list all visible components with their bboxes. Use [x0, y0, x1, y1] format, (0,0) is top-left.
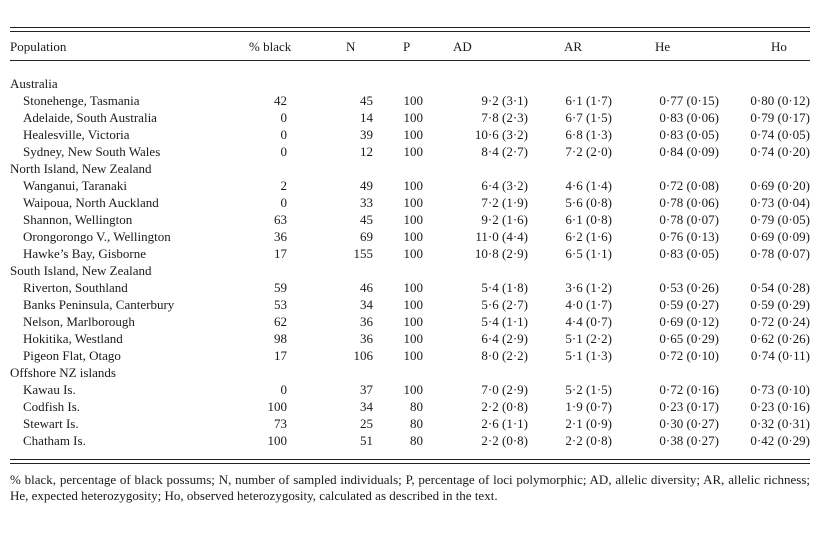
- cell-ar: 5·1 (2·2): [565, 331, 612, 346]
- cell-ho: 0·74 (0·20): [750, 144, 810, 159]
- cell-ar: 5·1 (1·3): [565, 348, 612, 363]
- cell-black: 17: [274, 348, 287, 363]
- cell-population: Pigeon Flat, Otago: [23, 348, 121, 363]
- table-row: [10, 398, 810, 415]
- cell-ho: 0·80 (0·12): [750, 93, 810, 108]
- cell-black: 42: [274, 93, 287, 108]
- cell-he: 0·83 (0·05): [659, 246, 719, 261]
- header-black: % black: [249, 39, 292, 54]
- cell-p: 100: [403, 348, 423, 363]
- group-name: South Island, New Zealand: [10, 263, 152, 278]
- table-row: [10, 245, 810, 262]
- cell-ho: 0·79 (0·05): [750, 212, 810, 227]
- cell-n: 45: [360, 93, 373, 108]
- cell-n: 36: [360, 331, 373, 346]
- cell-ar: 2·1 (0·9): [565, 416, 612, 431]
- cell-ho: 0·74 (0·05): [750, 127, 810, 142]
- cell-p: 80: [410, 416, 423, 431]
- cell-ho: 0·62 (0·26): [750, 331, 810, 346]
- cell-p: 100: [403, 93, 423, 108]
- cell-ad: 7·2 (1·9): [481, 195, 528, 210]
- table-footnote: % black, percentage of black possums; N, number of sampled individuals; P, percentage of loci polymorphic; AD, allelic diversity; AR, allelic richness; He, expected heterozygosity; Ho, observed heterozygosity, calculated as described in the text.: [10, 472, 810, 503]
- cell-black: 36: [274, 229, 287, 244]
- cell-ad: 9·2 (1·6): [481, 212, 528, 227]
- cell-ar: 5·2 (1·5): [565, 382, 612, 397]
- cell-he: 0·72 (0·08): [659, 178, 719, 193]
- cell-ho: 0·73 (0·04): [750, 195, 810, 210]
- cell-ad: 7·0 (2·9): [481, 382, 528, 397]
- cell-population: Hokitika, Westland: [23, 331, 123, 346]
- cell-n: 34: [360, 297, 373, 312]
- cell-he: 0·72 (0·16): [659, 382, 719, 397]
- cell-ho: 0·69 (0·09): [750, 229, 810, 244]
- cell-ar: 7·2 (2·0): [565, 144, 612, 159]
- cell-black: 98: [274, 331, 287, 346]
- cell-black: 17: [274, 246, 287, 261]
- cell-he: 0·30 (0·27): [659, 416, 719, 431]
- cell-he: 0·77 (0·15): [659, 93, 719, 108]
- cell-he: 0·53 (0·26): [659, 280, 719, 295]
- cell-ho: 0·74 (0·11): [750, 348, 810, 363]
- cell-ad: 8·4 (2·7): [481, 144, 528, 159]
- cell-n: 51: [360, 433, 373, 448]
- cell-he: 0·59 (0·27): [659, 297, 719, 312]
- cell-ar: 2·2 (0·8): [565, 433, 612, 448]
- cell-ar: 6·1 (0·8): [565, 212, 612, 227]
- header-spacer: [10, 58, 810, 75]
- cell-ho: 0·42 (0·29): [750, 433, 810, 448]
- cell-he: 0·83 (0·05): [659, 127, 719, 142]
- table-row: [10, 347, 810, 364]
- table-row: [10, 228, 810, 245]
- table-row: [10, 194, 810, 211]
- cell-p: 100: [403, 331, 423, 346]
- cell-population: Waipoua, North Auckland: [23, 195, 159, 210]
- cell-population: Stewart Is.: [23, 416, 79, 431]
- cell-he: 0·78 (0·07): [659, 212, 719, 227]
- cell-ar: 4·4 (0·7): [565, 314, 612, 329]
- cell-ho: 0·54 (0·28): [750, 280, 810, 295]
- cell-ad: 5·4 (1·1): [481, 314, 528, 329]
- header-he: He: [655, 39, 671, 54]
- cell-he: 0·84 (0·09): [659, 144, 719, 159]
- cell-black: 0: [280, 382, 287, 397]
- cell-ar: 3·6 (1·2): [565, 280, 612, 295]
- cell-n: 34: [360, 399, 373, 414]
- bottom-double-rule: [10, 459, 810, 464]
- table-row: [10, 279, 810, 296]
- header-ho: Ho: [771, 39, 787, 54]
- cell-ar: 6·2 (1·6): [565, 229, 612, 244]
- table-body: [10, 75, 810, 449]
- cell-ar: 6·7 (1·5): [565, 110, 612, 125]
- cell-he: 0·72 (0·10): [659, 348, 719, 363]
- header-n: N: [346, 39, 356, 54]
- cell-population: Nelson, Marlborough: [23, 314, 135, 329]
- cell-ho: 0·23 (0·16): [750, 399, 810, 414]
- cell-black: 2: [280, 178, 287, 193]
- cell-black: 100: [267, 399, 287, 414]
- table-row: [10, 313, 810, 330]
- group-name: Offshore NZ islands: [10, 365, 116, 380]
- table-row: [10, 92, 810, 109]
- cell-he: 0·69 (0·12): [659, 314, 719, 329]
- cell-n: 33: [360, 195, 373, 210]
- cell-ad: 2·6 (1·1): [481, 416, 528, 431]
- cell-p: 100: [403, 110, 423, 125]
- table-row: [10, 109, 810, 126]
- cell-p: 100: [403, 195, 423, 210]
- cell-n: 69: [360, 229, 373, 244]
- cell-ad: 10·6 (3·2): [474, 127, 528, 142]
- cell-ar: 6·1 (1·7): [565, 93, 612, 108]
- cell-ad: 8·0 (2·2): [481, 348, 528, 363]
- cell-p: 100: [403, 144, 423, 159]
- table-row: [10, 381, 810, 398]
- cell-ad: 9·2 (3·1): [481, 93, 528, 108]
- cell-ad: 7·8 (2·3): [481, 110, 528, 125]
- cell-n: 106: [353, 348, 373, 363]
- group-header-row: [10, 262, 810, 279]
- cell-ar: 5·6 (0·8): [565, 195, 612, 210]
- top-double-rule: [10, 27, 810, 32]
- header-row: [10, 36, 810, 58]
- cell-p: 100: [403, 178, 423, 193]
- table-row: [10, 211, 810, 228]
- cell-ho: 0·73 (0·10): [750, 382, 810, 397]
- cell-he: 0·38 (0·27): [659, 433, 719, 448]
- cell-population: Healesville, Victoria: [23, 127, 130, 142]
- cell-n: 37: [360, 382, 373, 397]
- cell-p: 100: [403, 246, 423, 261]
- cell-he: 0·78 (0·06): [659, 195, 719, 210]
- cell-ar: 4·6 (1·4): [565, 178, 612, 193]
- table-row: [10, 415, 810, 432]
- cell-p: 100: [403, 229, 423, 244]
- cell-black: 73: [274, 416, 287, 431]
- cell-ho: 0·59 (0·29): [750, 297, 810, 312]
- cell-black: 63: [274, 212, 287, 227]
- cell-population: Banks Peninsula, Canterbury: [23, 297, 175, 312]
- cell-black: 59: [274, 280, 287, 295]
- cell-population: Hawke’s Bay, Gisborne: [23, 246, 146, 261]
- table-row: [10, 296, 810, 313]
- cell-black: 0: [280, 195, 287, 210]
- cell-p: 80: [410, 433, 423, 448]
- group-header-row: [10, 364, 810, 381]
- cell-ar: 4·0 (1·7): [565, 297, 612, 312]
- table-row: [10, 177, 810, 194]
- cell-he: 0·65 (0·29): [659, 331, 719, 346]
- cell-ho: 0·79 (0·17): [750, 110, 810, 125]
- cell-ho: 0·72 (0·24): [750, 314, 810, 329]
- table-row: [10, 330, 810, 347]
- cell-n: 12: [360, 144, 373, 159]
- cell-ar: 6·8 (1·3): [565, 127, 612, 142]
- cell-population: Codfish Is.: [23, 399, 81, 414]
- cell-ar: 6·5 (1·1): [565, 246, 612, 261]
- cell-he: 0·23 (0·17): [659, 399, 719, 414]
- table-row: [10, 126, 810, 143]
- cell-black: 0: [280, 144, 287, 159]
- population-genetics-table: [10, 36, 810, 449]
- cell-ad: 5·6 (2·7): [481, 297, 528, 312]
- cell-n: 155: [353, 246, 373, 261]
- cell-n: 46: [360, 280, 373, 295]
- cell-population: Riverton, Southland: [23, 280, 128, 295]
- cell-ad: 6·4 (2·9): [481, 331, 528, 346]
- cell-population: Kawau Is.: [23, 382, 76, 397]
- cell-population: Chatham Is.: [23, 433, 86, 448]
- cell-p: 100: [403, 280, 423, 295]
- cell-population: Wanganui, Taranaki: [23, 178, 127, 193]
- cell-ho: 0·78 (0·07): [750, 246, 810, 261]
- header-p: P: [403, 39, 411, 54]
- cell-p: 100: [403, 382, 423, 397]
- group-name: North Island, New Zealand: [10, 161, 152, 176]
- table-row: [10, 143, 810, 160]
- cell-ar: 1·9 (0·7): [565, 399, 612, 414]
- cell-n: 36: [360, 314, 373, 329]
- cell-p: 100: [403, 212, 423, 227]
- group-header-row: [10, 75, 810, 92]
- cell-ad: 11·0 (4·4): [475, 229, 528, 244]
- cell-population: Orongorongo V., Wellington: [23, 229, 171, 244]
- cell-population: Shannon, Wellington: [23, 212, 133, 227]
- cell-ad: 10·8 (2·9): [474, 246, 528, 261]
- header-ar: AR: [564, 39, 583, 54]
- cell-population: Stonehenge, Tasmania: [23, 93, 140, 108]
- cell-population: Adelaide, South Australia: [23, 110, 157, 125]
- cell-p: 100: [403, 297, 423, 312]
- cell-ad: 5·4 (1·8): [481, 280, 528, 295]
- cell-ho: 0·32 (0·31): [750, 416, 810, 431]
- cell-black: 53: [274, 297, 287, 312]
- cell-ad: 2·2 (0·8): [481, 399, 528, 414]
- cell-ad: 2·2 (0·8): [481, 433, 528, 448]
- cell-p: 100: [403, 127, 423, 142]
- cell-n: 25: [360, 416, 373, 431]
- cell-p: 80: [410, 399, 423, 414]
- cell-p: 100: [403, 314, 423, 329]
- group-header-row: [10, 160, 810, 177]
- cell-n: 45: [360, 212, 373, 227]
- cell-black: 62: [274, 314, 287, 329]
- cell-ad: 6·4 (3·2): [481, 178, 528, 193]
- cell-ho: 0·69 (0·20): [750, 178, 810, 193]
- cell-n: 49: [360, 178, 373, 193]
- cell-black: 0: [280, 110, 287, 125]
- cell-black: 100: [267, 433, 287, 448]
- cell-population: Sydney, New South Wales: [23, 144, 161, 159]
- cell-he: 0·76 (0·13): [659, 229, 719, 244]
- table-row: [10, 432, 810, 449]
- cell-he: 0·83 (0·06): [659, 110, 719, 125]
- group-name: Australia: [10, 76, 58, 91]
- cell-n: 39: [360, 127, 373, 142]
- cell-black: 0: [280, 127, 287, 142]
- header-population: Population: [10, 39, 67, 54]
- cell-n: 14: [360, 110, 373, 125]
- header-ad: AD: [453, 39, 472, 54]
